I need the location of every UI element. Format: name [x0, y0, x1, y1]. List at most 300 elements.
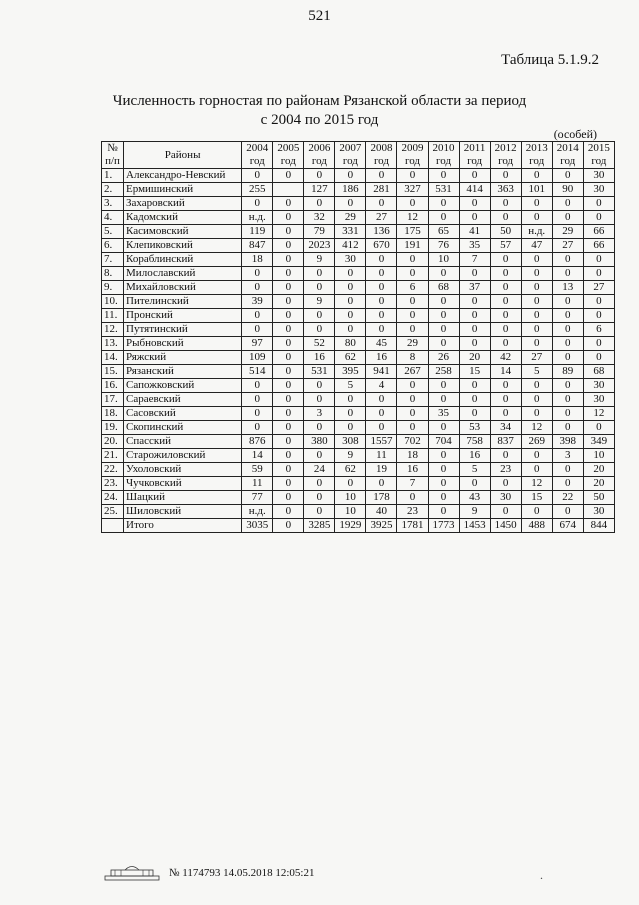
count-cell: 0 [521, 463, 552, 477]
count-cell: 0 [459, 211, 490, 225]
count-cell: 0 [428, 267, 459, 281]
count-cell: 0 [304, 393, 335, 407]
count-cell: 9 [304, 253, 335, 267]
row-number: 4. [102, 211, 124, 225]
count-cell: 0 [273, 253, 304, 267]
count-cell: 27 [521, 351, 552, 365]
count-cell: 0 [242, 169, 273, 183]
count-cell: 0 [428, 197, 459, 211]
count-cell: 30 [583, 393, 614, 407]
count-cell: 35 [428, 407, 459, 421]
count-cell: 0 [552, 393, 583, 407]
count-cell: 29 [335, 211, 366, 225]
district-name: Спасский [124, 435, 242, 449]
count-cell: 0 [583, 309, 614, 323]
count-cell: 12 [521, 421, 552, 435]
count-cell: 52 [304, 337, 335, 351]
footer [103, 864, 314, 882]
count-cell: 0 [304, 449, 335, 463]
count-cell: 9 [459, 505, 490, 519]
count-cell: 395 [335, 365, 366, 379]
total-cell: 3285 [304, 519, 335, 533]
row-number: 1. [102, 169, 124, 183]
page-number: 521 [308, 8, 331, 24]
count-cell: 9 [304, 295, 335, 309]
count-cell: 0 [490, 267, 521, 281]
count-cell: 16 [366, 351, 397, 365]
count-cell: 15 [459, 365, 490, 379]
count-cell: 0 [583, 351, 614, 365]
count-cell: 20 [459, 351, 490, 365]
header-year: 2011 год [459, 142, 490, 169]
title-line-2: с 2004 по 2015 год [260, 112, 379, 128]
count-cell: 702 [397, 435, 428, 449]
row-number: 21. [102, 449, 124, 463]
district-name: Старожиловский [124, 449, 242, 463]
row-number: 14. [102, 351, 124, 365]
count-cell: 0 [428, 449, 459, 463]
row-number: 15. [102, 365, 124, 379]
count-cell: 0 [397, 393, 428, 407]
count-cell: 0 [428, 393, 459, 407]
count-cell: 0 [521, 253, 552, 267]
count-cell: 0 [366, 169, 397, 183]
count-cell: 68 [583, 365, 614, 379]
total-cell: 488 [521, 519, 552, 533]
count-cell: 0 [273, 505, 304, 519]
count-cell: 39 [242, 295, 273, 309]
count-cell: 0 [521, 281, 552, 295]
row-number: 12. [102, 323, 124, 337]
count-cell: 7 [459, 253, 490, 267]
count-cell: 531 [428, 183, 459, 197]
count-cell: 20 [583, 463, 614, 477]
row-number: 6. [102, 239, 124, 253]
district-name: Ряжский [124, 351, 242, 365]
count-cell: 0 [490, 197, 521, 211]
count-cell: 0 [242, 393, 273, 407]
count-cell: 0 [552, 421, 583, 435]
table-row [102, 491, 615, 505]
table-row [102, 379, 615, 393]
count-cell: 0 [304, 197, 335, 211]
count-cell: 0 [335, 295, 366, 309]
table-row [102, 407, 615, 421]
table-row [102, 169, 615, 183]
count-cell: 0 [428, 323, 459, 337]
count-cell: 30 [335, 253, 366, 267]
district-name: Чучковский [124, 477, 242, 491]
count-cell: 0 [552, 463, 583, 477]
count-cell: 0 [335, 197, 366, 211]
header-year: 2010 год [428, 142, 459, 169]
count-cell: 10 [335, 491, 366, 505]
total-cell: 3925 [366, 519, 397, 533]
count-cell: 41 [459, 225, 490, 239]
count-cell: 0 [552, 505, 583, 519]
table-row [102, 435, 615, 449]
header-year: 2004 год [242, 142, 273, 169]
table-row [102, 323, 615, 337]
district-name: Сараевский [124, 393, 242, 407]
header-year: 2014 год [552, 142, 583, 169]
table-row [102, 183, 615, 197]
count-cell: 0 [273, 309, 304, 323]
count-cell: 281 [366, 183, 397, 197]
count-cell: 11 [366, 449, 397, 463]
district-name: Скопинский [124, 421, 242, 435]
count-cell: 0 [273, 225, 304, 239]
count-cell: 0 [304, 421, 335, 435]
count-cell: 0 [552, 197, 583, 211]
count-cell: 363 [490, 183, 521, 197]
count-cell: 0 [583, 295, 614, 309]
count-cell: 0 [490, 323, 521, 337]
count-cell: н.д. [242, 211, 273, 225]
table-row [102, 309, 615, 323]
count-cell: 30 [583, 379, 614, 393]
row-number: 19. [102, 421, 124, 435]
count-cell: 0 [273, 211, 304, 225]
count-cell: 53 [459, 421, 490, 435]
count-cell: 0 [397, 323, 428, 337]
count-cell: 18 [242, 253, 273, 267]
count-cell: 0 [428, 309, 459, 323]
count-cell: 349 [583, 435, 614, 449]
district-name: Кораблинский [124, 253, 242, 267]
count-cell: 66 [583, 225, 614, 239]
building-seal-icon [103, 864, 161, 882]
count-cell: 59 [242, 463, 273, 477]
count-cell: 45 [366, 337, 397, 351]
count-cell: 16 [459, 449, 490, 463]
count-cell: 6 [397, 281, 428, 295]
count-cell: 0 [273, 407, 304, 421]
row-number: 10. [102, 295, 124, 309]
count-cell: 0 [273, 169, 304, 183]
count-cell: 0 [521, 379, 552, 393]
count-cell: 0 [304, 309, 335, 323]
count-cell: 0 [428, 463, 459, 477]
count-cell: 0 [490, 393, 521, 407]
table-row [102, 477, 615, 491]
count-cell: 12 [521, 477, 552, 491]
table-row [102, 267, 615, 281]
count-cell: 6 [583, 323, 614, 337]
count-cell: 10 [583, 449, 614, 463]
count-cell: 0 [583, 197, 614, 211]
count-cell: 0 [521, 449, 552, 463]
district-name: Сасовский [124, 407, 242, 421]
count-cell: 29 [397, 337, 428, 351]
count-cell: 0 [273, 351, 304, 365]
count-cell: 40 [366, 505, 397, 519]
header-year: 2012 год [490, 142, 521, 169]
table-row [102, 281, 615, 295]
count-cell: 267 [397, 365, 428, 379]
district-name: Рыбновский [124, 337, 242, 351]
count-cell: 0 [366, 197, 397, 211]
table-row [102, 197, 615, 211]
district-name: Пителинский [124, 295, 242, 309]
count-cell: 0 [521, 295, 552, 309]
count-cell: 0 [242, 267, 273, 281]
table-row [102, 449, 615, 463]
count-cell: 0 [397, 491, 428, 505]
row-number: 16. [102, 379, 124, 393]
count-cell: 0 [583, 267, 614, 281]
count-cell: 0 [552, 407, 583, 421]
count-cell: 23 [490, 463, 521, 477]
count-cell: 0 [304, 379, 335, 393]
count-cell: 0 [583, 337, 614, 351]
count-cell: 0 [552, 295, 583, 309]
count-cell: н.д. [521, 225, 552, 239]
count-cell: 5 [521, 365, 552, 379]
count-cell: 0 [273, 197, 304, 211]
count-cell: 77 [242, 491, 273, 505]
table-row [102, 505, 615, 519]
row-number: 24. [102, 491, 124, 505]
count-cell: 269 [521, 435, 552, 449]
count-cell: 0 [273, 323, 304, 337]
district-name: Милославский [124, 267, 242, 281]
count-cell [273, 183, 304, 197]
count-cell: 90 [552, 183, 583, 197]
count-cell: 0 [397, 197, 428, 211]
count-cell: 19 [366, 463, 397, 477]
header-year: 2013 год [521, 142, 552, 169]
title-line-1: Численность горностая по районам Рязанской области за период [112, 93, 527, 109]
count-cell: 0 [552, 477, 583, 491]
count-cell: 10 [335, 505, 366, 519]
count-cell: 514 [242, 365, 273, 379]
district-name: Михайловский [124, 281, 242, 295]
count-cell: 18 [397, 449, 428, 463]
count-cell: 14 [490, 365, 521, 379]
row-number: 18. [102, 407, 124, 421]
count-cell: 0 [397, 267, 428, 281]
count-cell: 0 [428, 169, 459, 183]
count-cell: 847 [242, 239, 273, 253]
count-cell: 0 [459, 393, 490, 407]
count-cell: 0 [490, 309, 521, 323]
count-cell: 42 [490, 351, 521, 365]
count-cell: 76 [428, 239, 459, 253]
count-cell: 1557 [366, 435, 397, 449]
row-number: 11. [102, 309, 124, 323]
count-cell: 0 [335, 393, 366, 407]
count-cell: 0 [397, 407, 428, 421]
count-cell: 0 [273, 435, 304, 449]
count-cell: 0 [366, 477, 397, 491]
count-cell: 26 [428, 351, 459, 365]
total-cell: 1450 [490, 519, 521, 533]
table-header [102, 142, 615, 169]
count-cell: 0 [304, 477, 335, 491]
district-name: Касимовский [124, 225, 242, 239]
count-cell: 0 [335, 169, 366, 183]
count-cell: 14 [242, 449, 273, 463]
count-cell: 24 [304, 463, 335, 477]
count-cell: 5 [459, 463, 490, 477]
count-cell: 0 [459, 295, 490, 309]
count-cell: 0 [490, 253, 521, 267]
count-cell: 12 [397, 211, 428, 225]
count-cell: 0 [552, 323, 583, 337]
count-cell: 0 [552, 309, 583, 323]
count-cell: 255 [242, 183, 273, 197]
count-cell: 0 [397, 253, 428, 267]
count-cell: 22 [552, 491, 583, 505]
count-cell: 0 [552, 253, 583, 267]
district-name: Пронский [124, 309, 242, 323]
count-cell: 0 [428, 421, 459, 435]
header-year: 2015 год [583, 142, 614, 169]
table-row [102, 295, 615, 309]
header-num: № п/п [102, 142, 124, 169]
count-cell: 0 [521, 169, 552, 183]
count-cell: 0 [490, 477, 521, 491]
table-row [102, 421, 615, 435]
count-cell: 0 [335, 281, 366, 295]
count-cell: 258 [428, 365, 459, 379]
count-cell: 0 [273, 295, 304, 309]
row-number: 22. [102, 463, 124, 477]
count-cell: 0 [366, 421, 397, 435]
count-cell: 0 [273, 379, 304, 393]
count-cell: 0 [521, 407, 552, 421]
table-row [102, 365, 615, 379]
count-cell: 136 [366, 225, 397, 239]
count-cell: 876 [242, 435, 273, 449]
district-name: Шацкий [124, 491, 242, 505]
district-name: Рязанский [124, 365, 242, 379]
count-cell: 2023 [304, 239, 335, 253]
count-cell: 0 [397, 309, 428, 323]
row-number: 23. [102, 477, 124, 491]
count-cell: 3 [552, 449, 583, 463]
count-cell: 0 [521, 309, 552, 323]
count-cell: 0 [459, 309, 490, 323]
ermine-count-table [101, 141, 615, 533]
count-cell: н.д. [242, 505, 273, 519]
count-cell: 16 [304, 351, 335, 365]
count-cell: 20 [583, 477, 614, 491]
count-cell: 47 [521, 239, 552, 253]
district-name: Шиловский [124, 505, 242, 519]
count-cell: 0 [366, 393, 397, 407]
count-cell: 0 [366, 253, 397, 267]
row-number: 8. [102, 267, 124, 281]
count-cell: 0 [304, 281, 335, 295]
count-cell: 0 [304, 267, 335, 281]
count-cell: 0 [459, 407, 490, 421]
count-cell: 11 [242, 477, 273, 491]
header-district: Районы [124, 142, 242, 169]
count-cell: 0 [366, 267, 397, 281]
count-cell: 30 [583, 183, 614, 197]
count-cell: 398 [552, 435, 583, 449]
count-cell: 43 [459, 491, 490, 505]
row-number: 25. [102, 505, 124, 519]
count-cell: 7 [397, 477, 428, 491]
district-name: Александро-Невский [124, 169, 242, 183]
count-cell: 27 [552, 239, 583, 253]
count-cell: 0 [242, 281, 273, 295]
count-cell: 12 [583, 407, 614, 421]
count-cell: 0 [335, 477, 366, 491]
count-cell: 0 [273, 365, 304, 379]
count-cell: 412 [335, 239, 366, 253]
row-number: 17. [102, 393, 124, 407]
count-cell: 62 [335, 463, 366, 477]
count-cell: 23 [397, 505, 428, 519]
total-row [102, 519, 615, 533]
count-cell: 0 [459, 379, 490, 393]
count-cell: 0 [273, 393, 304, 407]
count-cell: 32 [304, 211, 335, 225]
count-cell: 119 [242, 225, 273, 239]
count-cell: 0 [521, 211, 552, 225]
count-cell: 0 [521, 197, 552, 211]
count-cell: 0 [552, 337, 583, 351]
header-year: 2005 год [273, 142, 304, 169]
count-cell: 531 [304, 365, 335, 379]
count-cell: 0 [397, 295, 428, 309]
count-cell: 10 [428, 253, 459, 267]
count-cell: 0 [552, 267, 583, 281]
count-cell: 0 [273, 477, 304, 491]
count-cell: 5 [335, 379, 366, 393]
count-cell: 670 [366, 239, 397, 253]
count-cell: 0 [583, 211, 614, 225]
table-row [102, 253, 615, 267]
count-cell: 0 [428, 491, 459, 505]
count-cell: 0 [459, 477, 490, 491]
count-cell: 0 [397, 169, 428, 183]
count-cell: 66 [583, 239, 614, 253]
total-cell: 1929 [335, 519, 366, 533]
count-cell: 0 [459, 267, 490, 281]
count-cell: 0 [366, 407, 397, 421]
count-cell: 0 [552, 169, 583, 183]
count-cell: 4 [366, 379, 397, 393]
row-number: 2. [102, 183, 124, 197]
district-name: Ухоловский [124, 463, 242, 477]
district-name: Захаровский [124, 197, 242, 211]
count-cell: 0 [304, 169, 335, 183]
total-cell: 1781 [397, 519, 428, 533]
total-cell: 674 [552, 519, 583, 533]
row-number: 3. [102, 197, 124, 211]
table-title [0, 92, 639, 130]
count-cell: 0 [273, 239, 304, 253]
count-cell: 758 [459, 435, 490, 449]
count-cell: 0 [335, 421, 366, 435]
header-year: 2006 год [304, 142, 335, 169]
count-cell: 186 [335, 183, 366, 197]
table-row [102, 211, 615, 225]
total-cell: 1453 [459, 519, 490, 533]
count-cell: 0 [273, 267, 304, 281]
total-cell: 3035 [242, 519, 273, 533]
count-cell: 0 [521, 393, 552, 407]
count-cell: 0 [490, 211, 521, 225]
table-row [102, 239, 615, 253]
count-cell: 80 [335, 337, 366, 351]
count-cell: 0 [273, 421, 304, 435]
